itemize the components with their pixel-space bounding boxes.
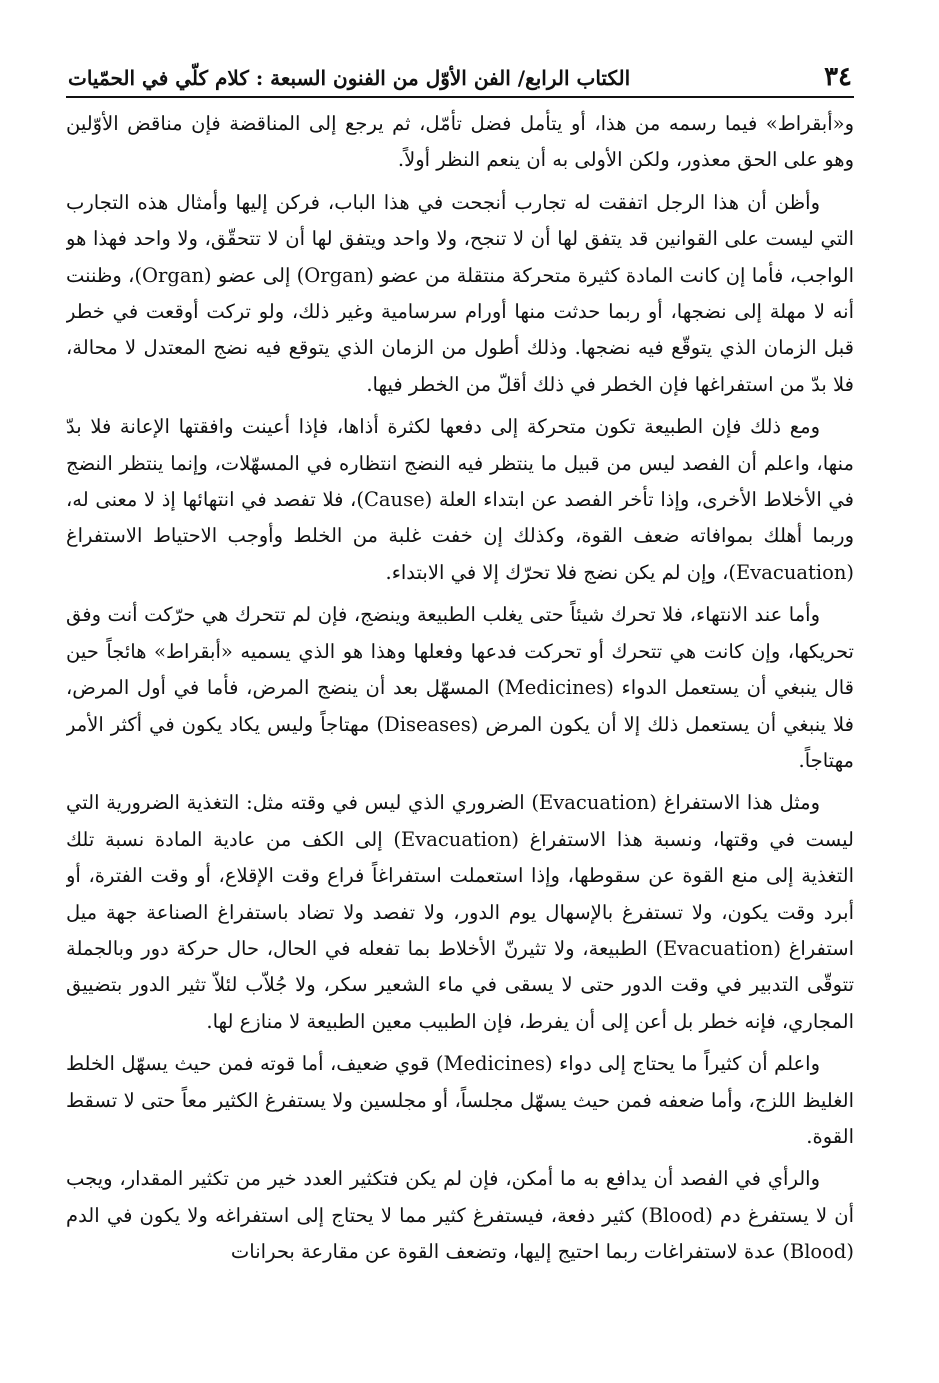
paragraph: والرأي في الفصد أن يدافع به ما أمكن، فإن لم يكن فتكثير العدد خير من تكثير المقدار، ويجب أن لا يستفرغ دم (Blood) كثير دفعة، فيستفرغ كثير مما لا يحتاج إلى استفراغه ولا يكون في الدم (Blood) عدة لاستفراغات ربما احتيج إليها، وتضعف القوة عن مقارعة بحرانات [66, 1167, 854, 1264]
paragraph: واعلم أن كثيراً ما يحتاج إلى دواء (Medicines) قوي ضعيف، أما قوته فمن حيث يسهّل الخلط الغليظ اللزج، وأما ضعفه فمن حيث يسهّل مجلساً، أو مجلسين ولا يستفرغ الكثير معاً حتى لا تسقط القوة. [66, 1052, 854, 1148]
running-header [66, 40, 854, 98]
paragraph: ومثل هذا الاستفراغ (Evacuation) الضروري الذي ليس في وقته مثل: التغذية الضرورية التي ليست في وقتها، ونسبة هذا الاستفراغ (Evacuation) إلى الكف من عادية المادة نسبة تلك التغذية إلى منع القوة عن سقوطها، وإذا استعملت استفراغاً فراع وقت الإقلاع، أو وقت الفترة، أو أبرد وقت يكون، ولا تستفرغ بالإسهال يوم الدور، ولا تفصد ولا تضاد باستفراغ الصناعة جهة ميل استفراغ (Evacuation) الطبيعة، ولا تثيرنّ الأخلاط بما تفعله في الحال، حال حركة دور وبالجملة تتوقّى التدبير في وقت الدور حتى لا يسقى في ماء الشعير سكر، ولا جُلاّب لئلاّ تثير الدور بتضييق المجاري، فإنه خطر بل أعن إلى أن يفرط، فإن الطبيب معين الطبيعة لا منازع لها. [66, 791, 854, 1033]
paragraph: وأظن أن هذا الرجل اتفقت له تجارب أنجحت في هذا الباب، فركن إليها وأمثال هذه التجارب التي ليست على القوانين قد يتفق لها أن لا تنجح، ولا واحد ويتفق لها أن لا تتحقّق، ولا واحد فهذا هو الواجب، فأما إن كانت المادة كثيرة متحركة منتقلة من عضو (Organ) إلى عضو (Organ)، وظننت أنه لا مهلة إلى نضجها، أو ربما حدثت منها أورام سرسامية وغير ذلك، ولو تركت أوقعت في خطر قبل الزمان الذي يتوقّع فيه نضجها. وذلك أطول من الزمان الذي يتوقع فيه نضج المعتدل لا محالة، فلا بدّ من استفراغها فإن الخطر في ذلك أقلّ من الخطر فيها. [66, 190, 854, 396]
running-title: الكتاب الرابع/ الفن الأوّل من الفنون السبعة : كلام كلّي في الحمّيات [68, 66, 631, 90]
page-number: ٣٤ [824, 62, 852, 92]
paragraph: وأما عند الانتهاء، فلا تحرك شيئاً حتى يغلب الطبيعة وينضج، فإن لم تتحرك هي حرّكت أنت وفق تحريكها، وإن كانت هي تتحرك أو تحركت فدعها وفعلها وهذا هو الذي يسميه «أبقراط» هائجاً حين قال ينبغي أن يستعمل الدواء (Medicines) المسهّل بعد أن ينضج المرض، فأما في أول المرض، فلا ينبغي أن يستعمل ذلك إلا أن يكون المرض (Diseases) مهتاجاً وليس يكاد يكون في أكثر الأمر مهتاجاً. [66, 603, 854, 772]
paragraph: و«أبقراط» فيما رسمه من هذا، أو يتأمل فضل تأمّل، ثم يرجع إلى المناقضة فإن مناقض الأوّلين وهو على الحق معذور، ولكن الأولى به أن ينعم النظر أولاً. [66, 112, 854, 172]
body-text [66, 106, 854, 1271]
book-page [66, 40, 854, 1370]
paragraph: ومع ذلك فإن الطبيعة تكون متحركة إلى دفعها لكثرة أذاها، فإذا أعينت وافقتها الإعانة فلا بدّ منها، واعلم أن الفصد ليس من قبيل ما ينتظر فيه النضج انتظاره في المسهّلات، وإنما ينتظر النضج في الأخلاط الأخرى، وإذا تأخر الفصد عن ابتداء العلة (Cause)، فلا تفصد في انتهائها إذ لا معنى له، وربما أهلك بموافاته ضعف القوة، وكذلك إن خفت غلبة من الخلط وأوجب الاحتياط الاستفراغ (Evacuation)، وإن لم يكن نضج فلا تحرّك إلا في الابتداء. [66, 415, 854, 584]
